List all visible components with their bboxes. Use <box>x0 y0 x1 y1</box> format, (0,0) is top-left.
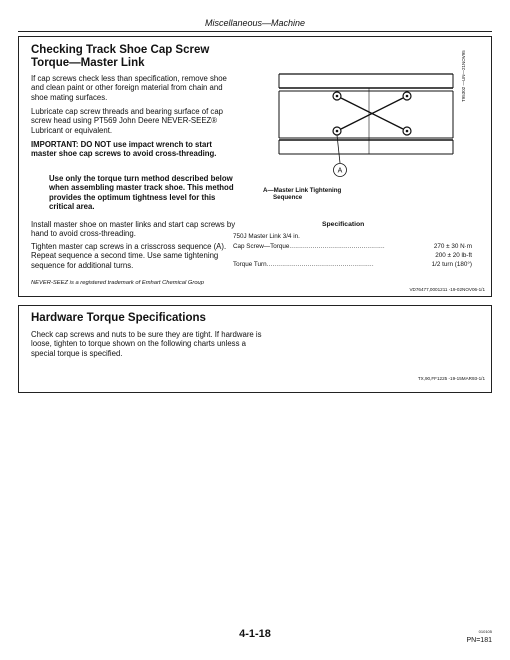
spec-row-model: 750J Master Link 3/4 in. <box>233 233 300 240</box>
paragraph-lubricate: Lubricate cap screw threads and bearing surface of cap screw head using PT569 John Deere NEVER-SEEZ® Lubricant or equivalent. <box>31 107 224 135</box>
spec-leader-dots: ................................................. <box>289 243 385 250</box>
figure-callout-a: A <box>337 167 343 175</box>
section2-doc-id: TX,90,FF1225 -19-15MAR93-1/1 <box>417 376 485 381</box>
spec-title: Specification <box>322 221 365 228</box>
paragraph-clean: If cap screws check less than specification, remove shoe and clean paint or other foreign material from chain and shoe mating surfaces. <box>31 74 227 102</box>
trademark-note: NEVER-SEEZ is a registered trademark of Emhart Chemical Group <box>31 280 205 286</box>
figure-caption-line2: Sequence <box>273 194 303 201</box>
figure-code: T95302 —UN—21NOV95 <box>461 50 466 102</box>
header-divider <box>18 31 492 32</box>
important-label: IMPORTANT: <box>31 140 79 149</box>
footer-code: 010105 <box>478 629 492 634</box>
section2-paragraph: Check cap screws and nuts to be sure they are tight. If hardware is loose, tighten to torque shown on the following charts unless a special torque is specified. <box>31 330 262 358</box>
section-title-line1: Checking Track Shoe Cap Screw <box>31 44 210 56</box>
spec-row-turn-label <box>233 261 374 268</box>
spec-torque-label: Cap Screw—Torque <box>233 243 290 250</box>
important-note <box>31 140 236 159</box>
footer-pn: PN=181 <box>466 637 492 644</box>
spec-torque-value-nm: 270 ± 30 N·m <box>433 243 472 250</box>
important-note-continued: Use only the torque turn method described below when assembling master track shoe. This method provides the optimum tightness level for this critical area. <box>49 174 234 212</box>
section1-doc-id: VD76477,0001211 -19-02NOV06-1/1 <box>409 287 485 292</box>
page-number: 4-1-18 <box>239 628 271 640</box>
figure-caption-line1: A—Master Link Tightening <box>263 187 342 194</box>
section-track-shoe <box>18 36 492 297</box>
important-text: DO NOT use impact wrench to start master shoe cap screws to avoid cross-threading. <box>31 140 217 159</box>
page-header-title: Miscellaneous—Machine <box>204 18 306 28</box>
spec-row-torque-label <box>233 243 385 250</box>
spec-turn-label: Torque Turn <box>233 261 267 268</box>
section-title-line2: Torque—Master Link <box>31 57 145 69</box>
paragraph-install: Install master shoe on master links and start cap screws by hand to avoid cross-threading. <box>31 220 236 239</box>
spec-leader-dots: ....................................................... <box>266 261 374 268</box>
paragraph-tighten: Tighten master cap screws in a crisscross sequence (A). Repeat sequence a second time. Use same tightening sequence for additional turns. <box>31 242 227 270</box>
section2-title: Hardware Torque Specifications <box>31 312 206 324</box>
section-hardware-torque <box>18 305 492 393</box>
spec-turn-value: 1/2 turn (180°) <box>431 261 472 268</box>
master-link-figure <box>277 52 477 182</box>
spec-torque-value-lbft: 200 ± 20 lb-ft <box>435 252 472 259</box>
